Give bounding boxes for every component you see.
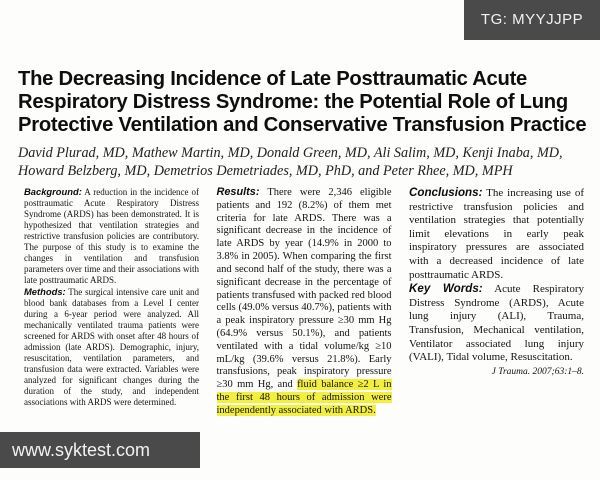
methods-heading: Methods: [24, 285, 66, 297]
results-paragraph [217, 186, 392, 418]
abstract-column-3 [409, 186, 584, 422]
abstract [24, 186, 584, 422]
highlighted-finding: fluid balance ≥2 L in the first 48 hours of admission were independently associated with ARDS. [216, 379, 392, 416]
keywords-text: Acute Respiratory Distress Syndrome (ARDS), Acute lung injury (ALI), Trauma, Transfusion, Mechanical ventilation, Ventilator associated lung injury (VALI), Tidal volume, Resuscitation. [409, 283, 584, 364]
methods-paragraph [24, 286, 199, 408]
background-paragraph [24, 186, 199, 286]
author-list: David Plurad, MD, Mathew Martin, MD, Donald Green, MD, Ali Salim, MD, Kenji Inaba, MD, Howard Belzberg, MD, Demetrios Demetriades, MD, PhD, and Peter Rhee, MD, MPH [18, 145, 563, 179]
keywords-heading: Key Words: [409, 282, 483, 296]
conclusions-heading: Conclusions: [409, 186, 483, 199]
methods-text: The surgical intensive care unit and blood bank databases from a Level I center during a 6-year period were analyzed. All mechanically ventilated trauma patients were screened for ARDS with onset after 48 hours of admission (late ARDS). Demographic, injury, resuscitation, ventilation parameters, and transfusion data were extracted. Variables were analyzed for significant changes during the duration of the study, and independent associations with ARDS were determined. [24, 286, 199, 407]
conclusions-paragraph [409, 186, 584, 282]
results-heading: Results: [216, 186, 260, 198]
journal-citation: J Trauma. 2007;63:1–8. [491, 366, 584, 377]
abstract-column-1 [24, 186, 199, 422]
site-watermark: www.syktest.com [0, 432, 200, 468]
results-text: There were 2,346 eligible patients and 192 (8.2%) of them met criteria for late ARDS. There was a significant decrease in the incidence of late ARDS by year (14.9% in 2000 to 3.8% in 2005). When comparing the first and second half of the study, there was a significant decrease in the percentage of patients transfused with packed red blood cells (49.0% versus 40.7%), patients with a peak inspiratory pressure ≥30 mm Hg (64.9% versus 50.1%), and patients ventilated with a tidal volume/kg ≥10 mL/kg (39.6% versus 21.8%). Early transfusions, peak inspiratory pressure ≥30 mm Hg, and [216, 187, 392, 391]
background-heading: Background: [24, 186, 82, 197]
conclusions-text: The increasing use of restrictive transfusion policies and ventilation strategies that potentially limit elevations in early peak inspiratory pressures are associated with a decreased incidence of late posttraumatic ARDS. [409, 187, 584, 281]
background-text: A reduction in the incidence of posttraumatic Acute Respiratory Distress Syndrome (ARDS) has been demonstrated. It is hypothesized that ventilation strategies and restrictive transfusion policies are contributory. The purpose of this study is to examine the changes in ventilation and transfusion parameters over time and their associations with late posttraumatic ARDS. [24, 187, 199, 285]
keywords-paragraph [409, 282, 584, 365]
abstract-column-2 [217, 186, 392, 422]
article-title: The Decreasing Incidence of Late Posttraumatic Acute Respiratory Distress Syndrome: the Potential Role of Lung Protective Ventilation and Conservative Transfusion Practice [18, 68, 587, 136]
channel-badge: TG: MYYJJPP [464, 0, 600, 40]
